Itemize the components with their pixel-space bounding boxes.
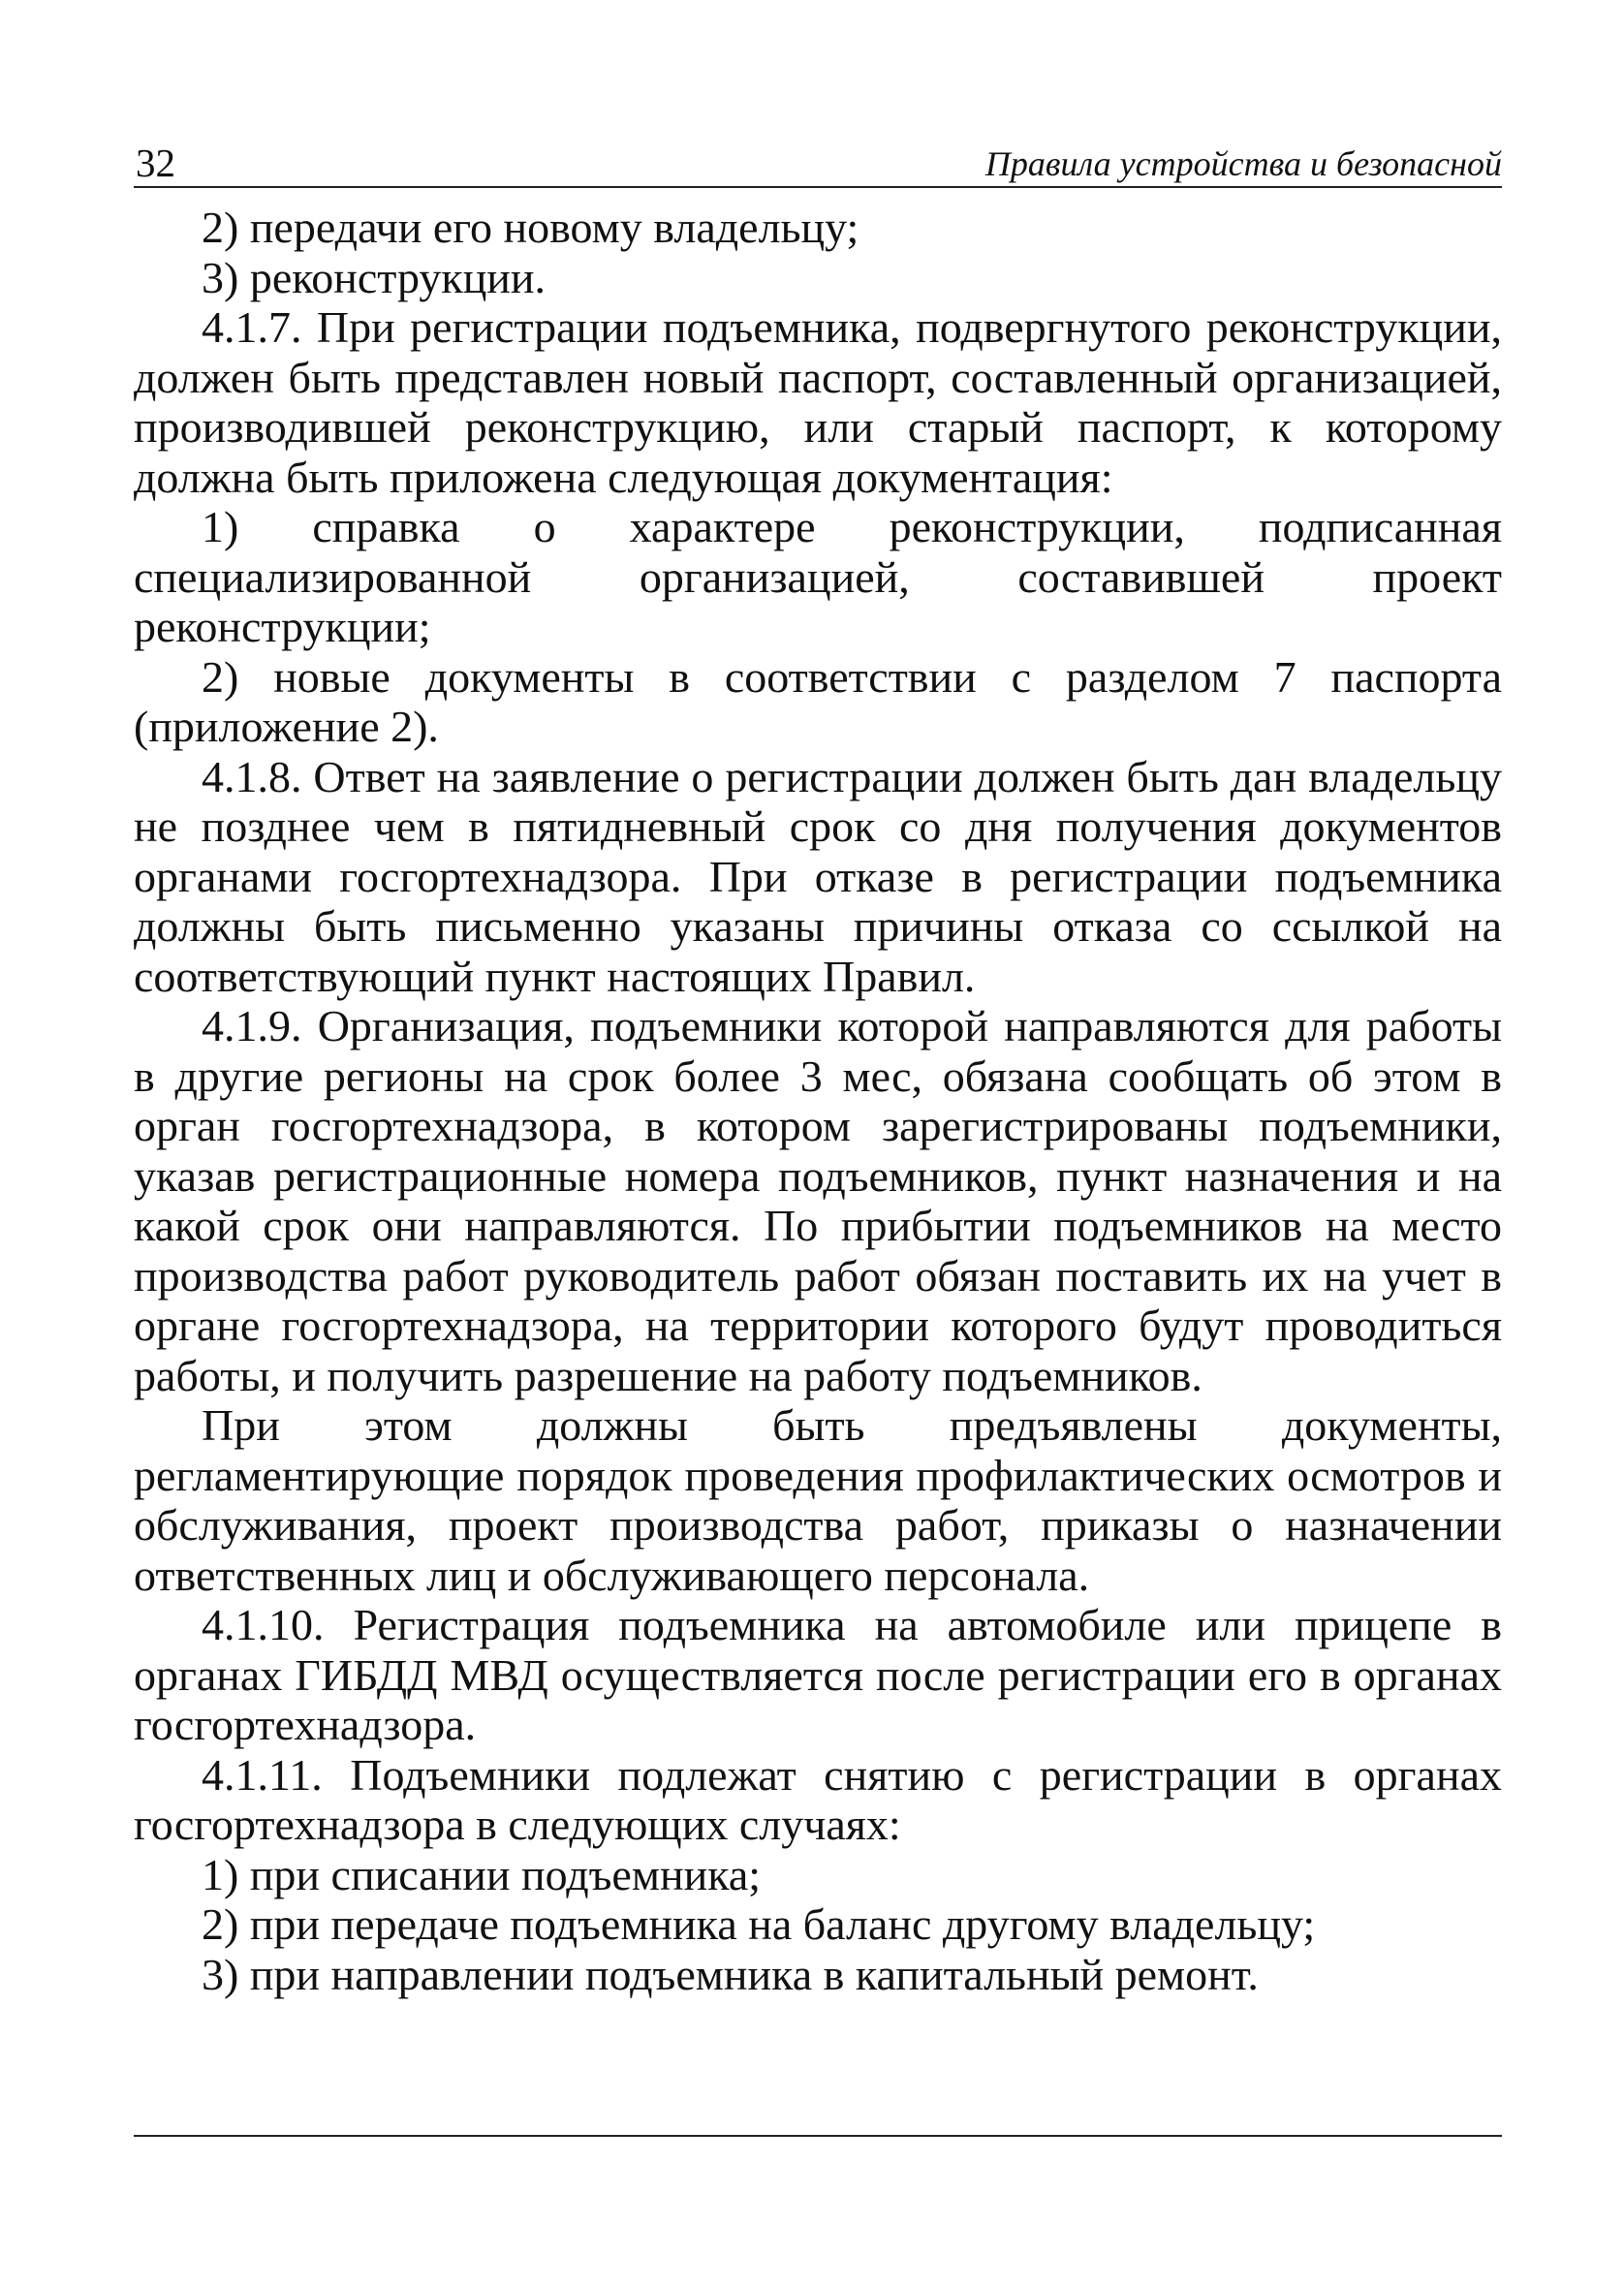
page-header [134, 132, 1502, 188]
paragraph-4-1-9: 4.1.9. Организация, подъемники которой направляются для работы в другие регионы на срок более 3 мес, обязана сообщать об этом в орган госгортехнадзора, в котором зарегистрированы подъемники, указав регистрационные номера подъемников, пункт назначения и на какой срок они направляются. По прибытии подъемников на место производства работ руководитель работ обязан поставить их на учет в органе госгортехнадзора, на территории которого будут проводиться работы, и получить разрешение на работу подъемников. [134, 1001, 1502, 1400]
list-item-write-off: 1) при списании подъемника; [202, 1849, 762, 1899]
running-title: Правила устройства и безопасной [984, 144, 1502, 183]
list-item-overhaul: 3) при направлении подъемника в капитальный ремонт. [202, 1949, 1259, 1999]
list-item-reconstruction: 3) реконструкции. [202, 252, 547, 302]
paragraph-4-1-8: 4.1.8. Ответ на заявление о регистрации должен быть дан владельцу не позднее чем в пятидневный срок со дня получения документов органами госгортехнадзора. При отказе в регистрации подъемника должны быть письменно указаны причины отказа со ссылкой на соответствующий пункт настоящих Правил. [134, 751, 1502, 1001]
list-item-new-documents: 2) новые документы в соответствии с разделом 7 паспорта (приложение 2). [134, 651, 1502, 751]
list-item-transfer: 2) передачи его новому владельцу; [202, 203, 859, 252]
list-item-balance-transfer: 2) при передаче подъемника на баланс другому владельцу; [202, 1899, 1316, 1949]
paragraph-4-1-11: 4.1.11. Подъемники подлежат снятию с регистрации в органах госгортехнадзора в следующих случаях: [134, 1749, 1502, 1849]
paragraph-4-1-7: 4.1.7. При регистрации подъемника, подвергнутого реконструкции, должен быть представлен новый паспорт, составленный организацией, производившей реконструкцию, или старый паспорт, к которому должна быть приложена следующая документация: [134, 302, 1502, 502]
page-body [134, 203, 1502, 1999]
book-page [134, 132, 1502, 1999]
page-number: 32 [136, 141, 175, 185]
list-item-certificate: 1) справка о характере реконструкции, подписанная специализированной организацией, составившей проект реконструкции; [134, 502, 1502, 651]
paragraph-4-1-10: 4.1.10. Регистрация подъемника на автомобиле или прицепе в органах ГИБДД МВД осуществляется после регистрации его в органах госгортехнадзора. [134, 1600, 1502, 1749]
paragraph-required-documents: При этом должны быть предъявлены документы, регламентирующие порядок проведения профилактических осмотров и обслуживания, проект производства работ, приказы о назначении ответственных лиц и обслуживающего персонала. [134, 1400, 1502, 1600]
footer-rule [134, 2135, 1502, 2137]
